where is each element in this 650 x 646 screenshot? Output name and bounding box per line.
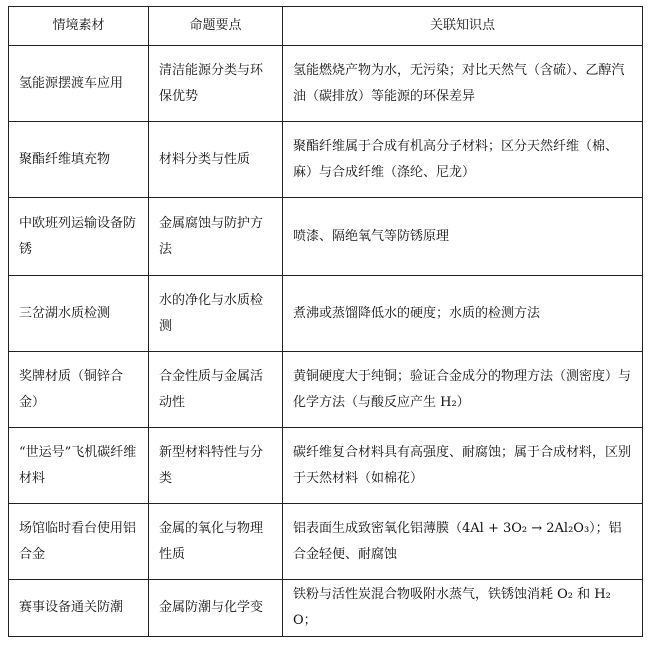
table-row bbox=[9, 428, 643, 504]
cell-scenario: 中欧班列运输设备防锈 bbox=[9, 198, 149, 276]
cell-key-point: 水的净化与水质检测 bbox=[149, 276, 283, 352]
cell-knowledge: 氢能燃烧产物为水，无污染；对比天然气（含硫）、乙醇汽油（碳排放）等能源的环保差异 bbox=[283, 46, 643, 122]
cell-knowledge: 铁粉与活性炭混合物吸附水蒸气，铁锈蚀消耗 O₂ 和 H₂O； bbox=[283, 580, 643, 637]
cell-scenario: 赛事设备通关防潮 bbox=[9, 580, 149, 637]
cell-scenario: 场馆临时看台使用铝合金 bbox=[9, 504, 149, 580]
cell-scenario: 奖牌材质（铜锌合金） bbox=[9, 352, 149, 428]
table-row bbox=[9, 276, 643, 352]
cell-key-point: 金属的氧化与物理性质 bbox=[149, 504, 283, 580]
header-key-points: 命题要点 bbox=[149, 7, 283, 46]
table-row bbox=[9, 122, 643, 198]
cell-scenario: 氢能源摆渡车应用 bbox=[9, 46, 149, 122]
cell-key-point: 材料分类与性质 bbox=[149, 122, 283, 198]
knowledge-table bbox=[8, 6, 643, 637]
header-related-knowledge: 关联知识点 bbox=[283, 7, 643, 46]
cell-knowledge: 喷漆、隔绝氧气等防锈原理 bbox=[283, 198, 643, 276]
table-row bbox=[9, 580, 643, 637]
cell-scenario: 聚酯纤维填充物 bbox=[9, 122, 149, 198]
table-row bbox=[9, 504, 643, 580]
cell-knowledge: 碳纤维复合材料具有高强度、耐腐蚀；属于合成材料，区别于天然材料（如棉花） bbox=[283, 428, 643, 504]
header-scenario: 情境素材 bbox=[9, 7, 149, 46]
cell-knowledge: 聚酯纤维属于合成有机高分子材料；区分天然纤维（棉、麻）与合成纤维（涤纶、尼龙） bbox=[283, 122, 643, 198]
table-row bbox=[9, 46, 643, 122]
cell-scenario: 三岔湖水质检测 bbox=[9, 276, 149, 352]
cell-knowledge: 煮沸或蒸馏降低水的硬度；水质的检测方法 bbox=[283, 276, 643, 352]
cell-key-point: 金属腐蚀与防护方法 bbox=[149, 198, 283, 276]
table-row bbox=[9, 198, 643, 276]
cell-knowledge: 黄铜硬度大于纯铜；验证合金成分的物理方法（测密度）与化学方法（与酸反应产生 H₂） bbox=[283, 352, 643, 428]
table-row bbox=[9, 352, 643, 428]
cell-key-point: 清洁能源分类与环保优势 bbox=[149, 46, 283, 122]
header-row bbox=[9, 7, 643, 46]
cell-key-point: 金属防潮与化学变 bbox=[149, 580, 283, 637]
cell-knowledge: 铝表面生成致密氧化铝薄膜（4Al + 3O₂ → 2Al₂O₃）；铝合金轻便、耐腐蚀 bbox=[283, 504, 643, 580]
cell-scenario: “世运号”飞机碳纤维材料 bbox=[9, 428, 149, 504]
cell-key-point: 合金性质与金属活动性 bbox=[149, 352, 283, 428]
cell-key-point: 新型材料特性与分类 bbox=[149, 428, 283, 504]
